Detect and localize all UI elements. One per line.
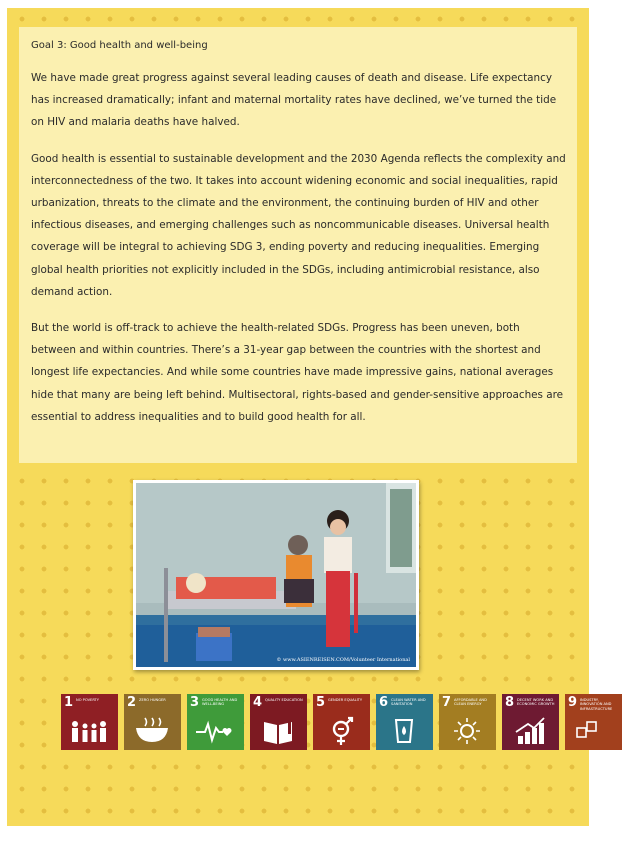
book-icon xyxy=(258,716,298,746)
goal-paragraph-2: Good health is essential to sustainable development and the 2030 Agenda reflects the complexity and interconnectedness of the two. It takes into account widening economic and social inequalities, rapid urbanization, threats to the climate and the environment, the continuing burden of HIV and other infectious diseases, and emerging challenges such as noncommunicable diseases. Universal health coverage will be integral to achieving SDG 3, ending poverty and reducing inequalities. Emerging global health priorities not explicitly included in the SDGs, including antimicrobial resistance, also demand action. xyxy=(31,152,566,298)
sdg-tile-2 xyxy=(124,694,181,750)
sdg-label: GOOD HEALTH AND WELL-BEING xyxy=(202,698,238,707)
sdg-label: QUALITY EDUCATION xyxy=(265,698,303,702)
health-worker-photo xyxy=(133,480,419,670)
sdg-tiles-row xyxy=(61,694,613,752)
sdg-tile-3 xyxy=(187,694,244,750)
cubes-icon xyxy=(573,716,613,746)
sun-icon xyxy=(447,716,487,746)
gender-icon xyxy=(321,716,361,746)
sdg-tile-6 xyxy=(376,694,433,750)
sdg-tile-7 xyxy=(439,694,496,750)
water-icon xyxy=(384,716,424,746)
sdg-tile-8 xyxy=(502,694,559,750)
sdg-tile-4 xyxy=(250,694,307,750)
sdg-number: 3 xyxy=(190,695,200,710)
sdg-number: 8 xyxy=(505,695,515,710)
goal-paragraph-3: But the world is off-track to achieve the health-related SDGs. Progress has been uneven, both between and within countries. There’s a 31-year gap between the countries with the shortest and longest life expectancies. And while some countries have made impressive gains, national averages hide that many are being left behind. Multisectoral, rights-based and gender-sensitive approaches are essential to address inequalities and to build good health for all. xyxy=(31,322,564,423)
sdg-label: CLEAN WATER AND SANITATION xyxy=(391,698,426,707)
photo-credit: © www.ASIENREISEN.COM/Volunteer International xyxy=(276,657,410,663)
sdg-number: 5 xyxy=(316,695,326,710)
sdg-number: 1 xyxy=(64,695,74,710)
sdg-label: DECENT WORK AND ECONOMIC GROWTH xyxy=(517,698,555,707)
heartbeat-icon xyxy=(195,716,235,746)
growth-chart-icon xyxy=(510,716,550,746)
goal-title: Goal 3: Good health and well-being xyxy=(31,40,208,51)
goal-paragraph-1: We have made great progress against several leading causes of death and disease. Life expectancy has increased dramatically; infant and maternal mortality rates have declined, we’ve turned the tide on HIV and malaria deaths have halved. xyxy=(31,72,557,129)
sdg-number: 6 xyxy=(379,695,389,710)
sdg-number: 2 xyxy=(127,695,137,710)
sdg-number: 4 xyxy=(253,695,263,710)
sdg-number: 7 xyxy=(442,695,452,710)
sdg-tile-1 xyxy=(61,694,118,750)
sdg-label: GENDER EQUALITY xyxy=(328,698,363,702)
sdg-tile-5 xyxy=(313,694,370,750)
sdg-label: AFFORDABLE AND CLEAN ENERGY xyxy=(454,698,487,707)
sdg-label: INDUSTRY, INNOVATION AND INFRASTRUCTURE xyxy=(580,698,613,711)
sdg-label: ZERO HUNGER xyxy=(139,698,166,702)
sdg-label: NO POVERTY xyxy=(76,698,99,702)
sdg-number: 9 xyxy=(568,695,578,710)
photo-illustration xyxy=(136,483,416,667)
goal-text-box xyxy=(19,27,577,463)
people-icon xyxy=(69,716,109,746)
sdg-tile-9 xyxy=(565,694,622,750)
bowl-icon xyxy=(132,716,172,746)
